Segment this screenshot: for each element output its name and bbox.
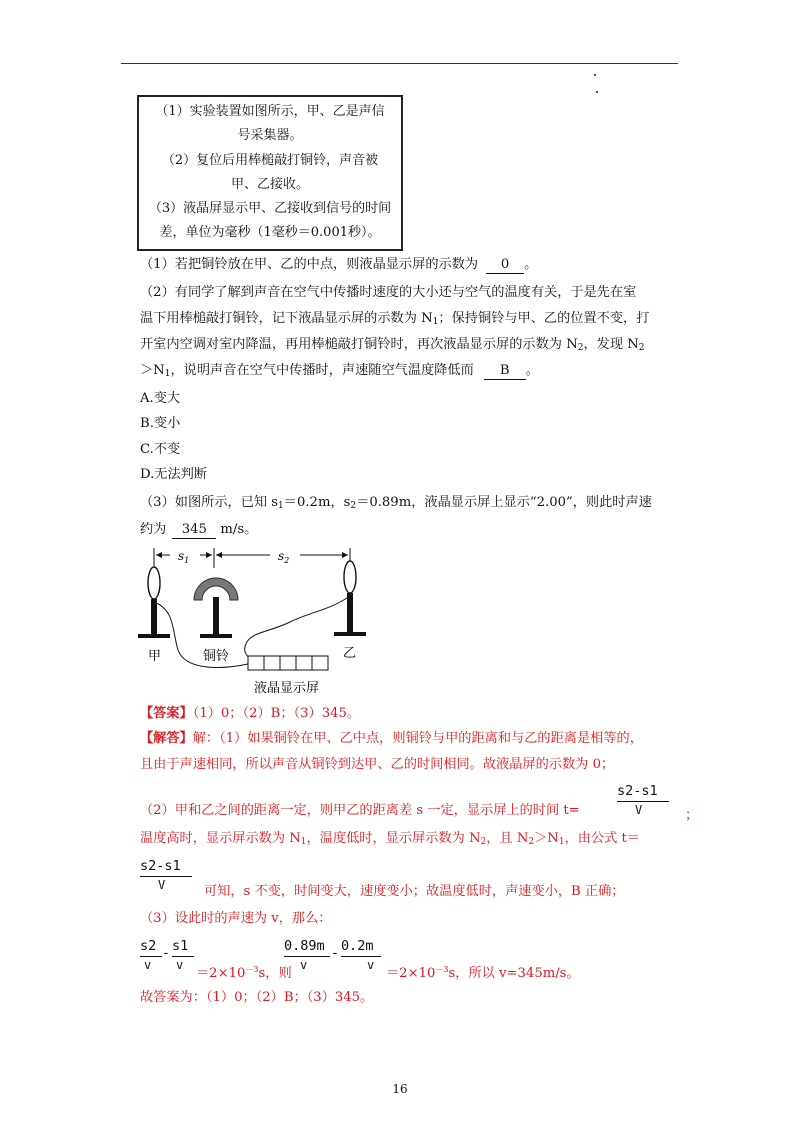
label-yi: 乙 [343,646,357,661]
fraction: s2 v [140,938,162,974]
fraction: s2-s1 V [617,783,669,819]
analysis-line: $=2\times 10^{-3}s$，则 [196,965,292,981]
fraction: s2-s1 V [140,858,192,894]
experiment-box [137,95,403,251]
experiment-diagram [130,540,370,700]
fraction: 0.2m v [341,938,381,974]
minus-sign: - [162,946,170,961]
box-line: （1）实验装置如图所示，甲、乙是声信 [155,104,385,119]
analysis-semicolon: ； [685,808,699,823]
option-d: D.无法判断 [140,467,208,482]
dot-mark [594,74,596,76]
answer-blank: 0 [486,257,524,274]
bell-icon [194,578,238,600]
analysis-line: （2）甲和乙之间的距离一定，则甲乙的距离差 s 一定，显示屏上的时间 t= [140,803,580,818]
fraction: 0.89m v [284,938,330,974]
analysis-line: 温度高时，显示屏示数为 $N_1$，温度低时，显示屏示数为 $N_2$，且 $N_2>N_1$，由公式 t＝ [140,831,640,847]
s1-label: $s_1$ [178,549,190,565]
option-b: B.变小 [140,416,181,431]
box-line: （2）复位后用棒槌敲打铜铃，声音被 [161,153,379,168]
question-1: （1）若把铜铃放在甲、乙的中点，则液晶显示屏的示数为 0 。 [140,257,538,272]
answer-blank: B [484,363,526,380]
label-jia: 甲 [148,649,162,664]
question-2-line: 温下用棒槌敲打铜铃，记下液晶显示屏的示数为 $N_1$；保持铜铃与甲、乙的位置不变，打 [140,311,650,327]
box-line: 甲、乙接收。 [230,177,309,192]
minus-sign: - [331,946,339,961]
receiver-jia [148,567,160,599]
lcd-screen [248,656,328,670]
analysis-line: 且由于声速相同，所以声音从铜铃到达甲、乙的时间相同。故液晶屏的示数为 0； [140,757,615,772]
question-2-line: $>N_1$，说明声音在空气中传播时，声速随空气温度降低而 B 。 [140,363,539,379]
header-rule [121,63,678,64]
s2-label: $s_2$ [278,549,290,565]
analysis-line: $=2\times 10^{-3}s$，所以 v=345m/s。 [386,965,580,981]
box-line: 号采集器。 [237,128,303,143]
answer-line: 【答案】（1）0；（2）B；（3）345。 [140,706,361,721]
answer-blank: 345 [172,522,216,539]
box-line: （3）液晶屏显示甲、乙接收到信号的时间 [148,201,392,216]
analysis-line: （3）设此时的声速为 v，那么： [140,911,332,926]
option-c: C.不变 [140,442,181,457]
page-number: 16 [392,1082,408,1096]
question-2-line: （2）有同学了解到声音在空气中传播时速度的大小还与空气的温度有关，于是先在室 [140,285,637,300]
question-2-line: 开室内空调对室内降温，再用棒槌敲打铜铃时，再次液晶显示屏的示数为 $N_2$，发现 $N_2$ [140,337,645,353]
analysis-line: 【解答】解：（1）如果铜铃在甲、乙中点，则铜铃与甲的距离和与乙的距离是相等的， [140,731,643,746]
question-3-line: （3）如图所示，已知 $s_1=0.2m$，$s_2=0.89m$，液晶显示屏上显示“2.00”，则此时声速 [140,495,652,511]
analysis-line: 故答案为：（1）0；（2）B；（3）345。 [140,990,374,1005]
analysis-line: 可知，s 不变，时间变大，速度变小；故温度低时，声速变小，B 正确； [204,884,625,899]
option-a: A.变大 [140,391,181,406]
box-line: 差，单位为毫秒（1毫秒＝0.001秒）。 [159,225,381,240]
question-3-line: 约为 345 m/s。 [140,522,258,537]
label-screen: 液晶显示屏 [254,681,320,696]
label-bell: 铜铃 [203,649,230,664]
dot-mark [596,91,598,93]
receiver-yi [344,561,356,593]
fraction: s1 v [172,938,194,974]
